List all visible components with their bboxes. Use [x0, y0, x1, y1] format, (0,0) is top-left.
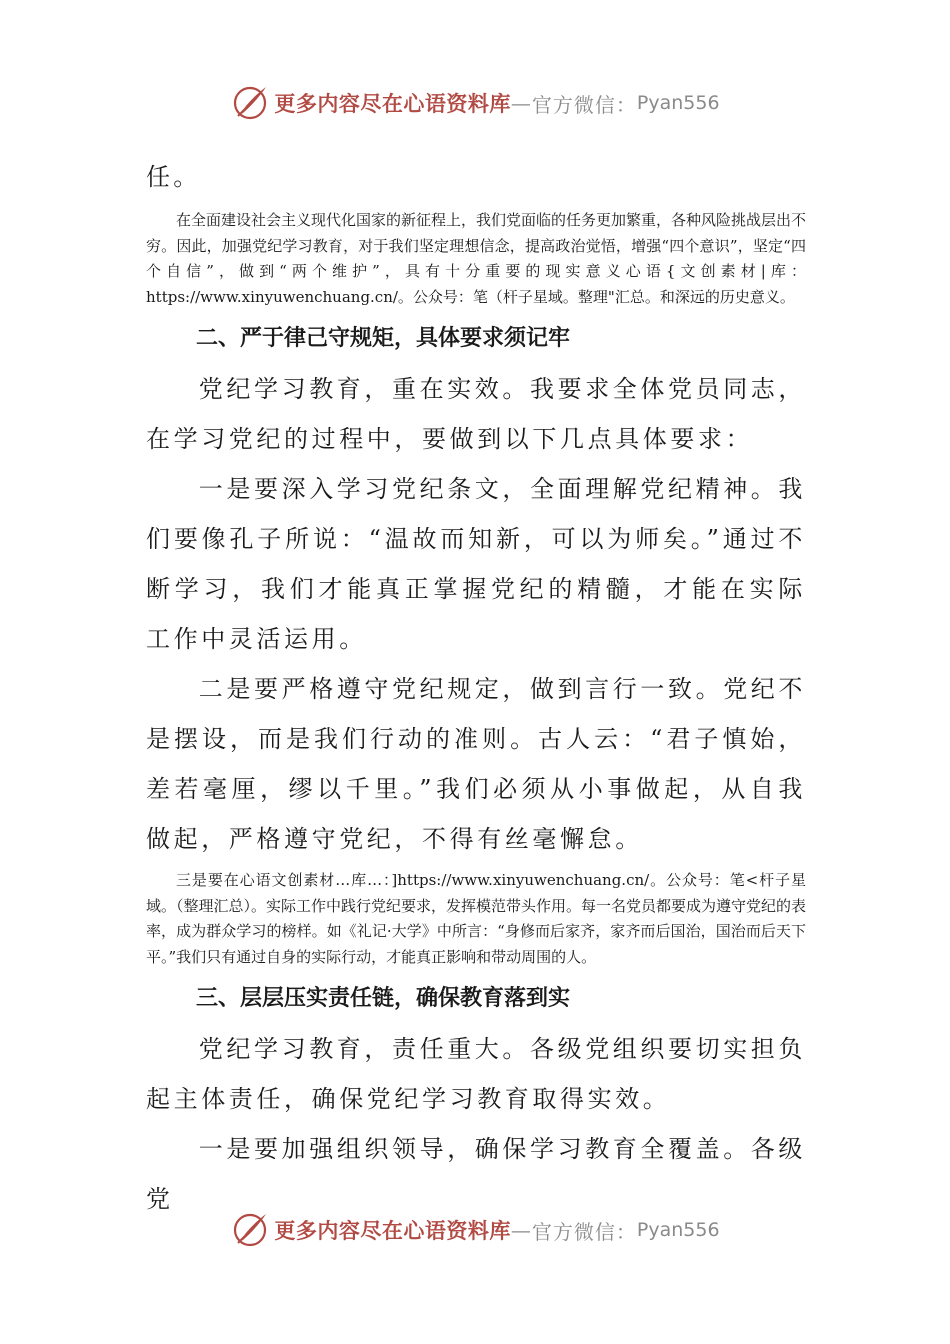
carry-over-text: 任。 [146, 163, 201, 191]
header-watermark [0, 79, 950, 127]
watermark-brand: 更多内容尽在心语资料库 [274, 1218, 511, 1243]
paragraph-2-3: 二是要严格遵守党纪规定，做到言行一致。党纪不是摆设，而是我们行动的准则。古人云：“君子慎始，差若毫厘，缪以千里。”我们必须从小事做起，从自我做起，严格遵守党纪，不得有丝毫懈怠。 [146, 675, 806, 853]
watermark-brand: 更多内容尽在心语资料库 [274, 91, 511, 116]
quill-logo-icon [230, 1210, 270, 1250]
watermark-official: 官方微信： [531, 1219, 637, 1244]
paragraph-3-1: 党纪学习教育，责任重大。各级党组织要切实担负起主体责任，确保党纪学习教育取得实效。 [146, 1035, 806, 1113]
section-heading-2: 二、严于律己守规矩，具体要求须记牢 [196, 326, 571, 351]
section-heading-3: 三、层层压实责任链，确保教育落到实 [196, 986, 571, 1011]
quill-logo-icon [230, 83, 270, 123]
paragraph-2-1: 党纪学习教育，重在实效。我要求全体党员同志，在学习党纪的过程中，要做到以下几点具体要求： [146, 375, 806, 453]
watermark-dash: — [510, 1218, 532, 1242]
watermark-wechat: Pyan556 [636, 1219, 720, 1241]
paragraph-small-1: 在全面建设社会主义现代化国家的新征程上，我们党面临的任务更加繁重，各种风险挑战层出不穷。因此，加强党纪学习教育，对于我们坚定理想信念，提高政治觉悟，增强“四个意识”，坚定“四个自信”，做到“两个维护”，具有十分重要的现实意义心语{文创素材|库：https://www.xinyuwenchuang.cn/。公众号：笔（杆子星域。整理"汇总。和深远的历史意义。 [146, 211, 807, 306]
paragraph-3-2: 一是要加强组织领导，确保学习教育全覆盖。各级党 [146, 1135, 806, 1213]
paragraph-2-2: 一是要深入学习党纪条文，全面理解党纪精神。我们要像孔子所说：“温故而知新，可以为师矣。”通过不断学习，我们才能真正掌握党纪的精髓，才能在实际工作中灵活运用。 [146, 475, 806, 653]
paragraph-small-2: 三是要在心语文创素材…库…：]https://www.xinyuwenchuang.cn/。公众号：笔<杆子星域。（整理汇总）。实际工作中践行党纪要求，发挥模范带头作用。每一名党员都要成为遵守党纪的表率，成为群众学习的榜样。如《礼记·大学》中所言：“身修而后家齐，家齐而后国治，国治而后天下平。”我们只有通过自身的实际行动，才能真正影响和带动周围的人。 [146, 871, 807, 966]
footer-watermark [0, 1206, 950, 1254]
watermark-dash: — [510, 91, 532, 115]
watermark-wechat: Pyan556 [636, 92, 720, 114]
document-body [146, 152, 806, 1224]
watermark-official: 官方微信： [531, 92, 637, 117]
